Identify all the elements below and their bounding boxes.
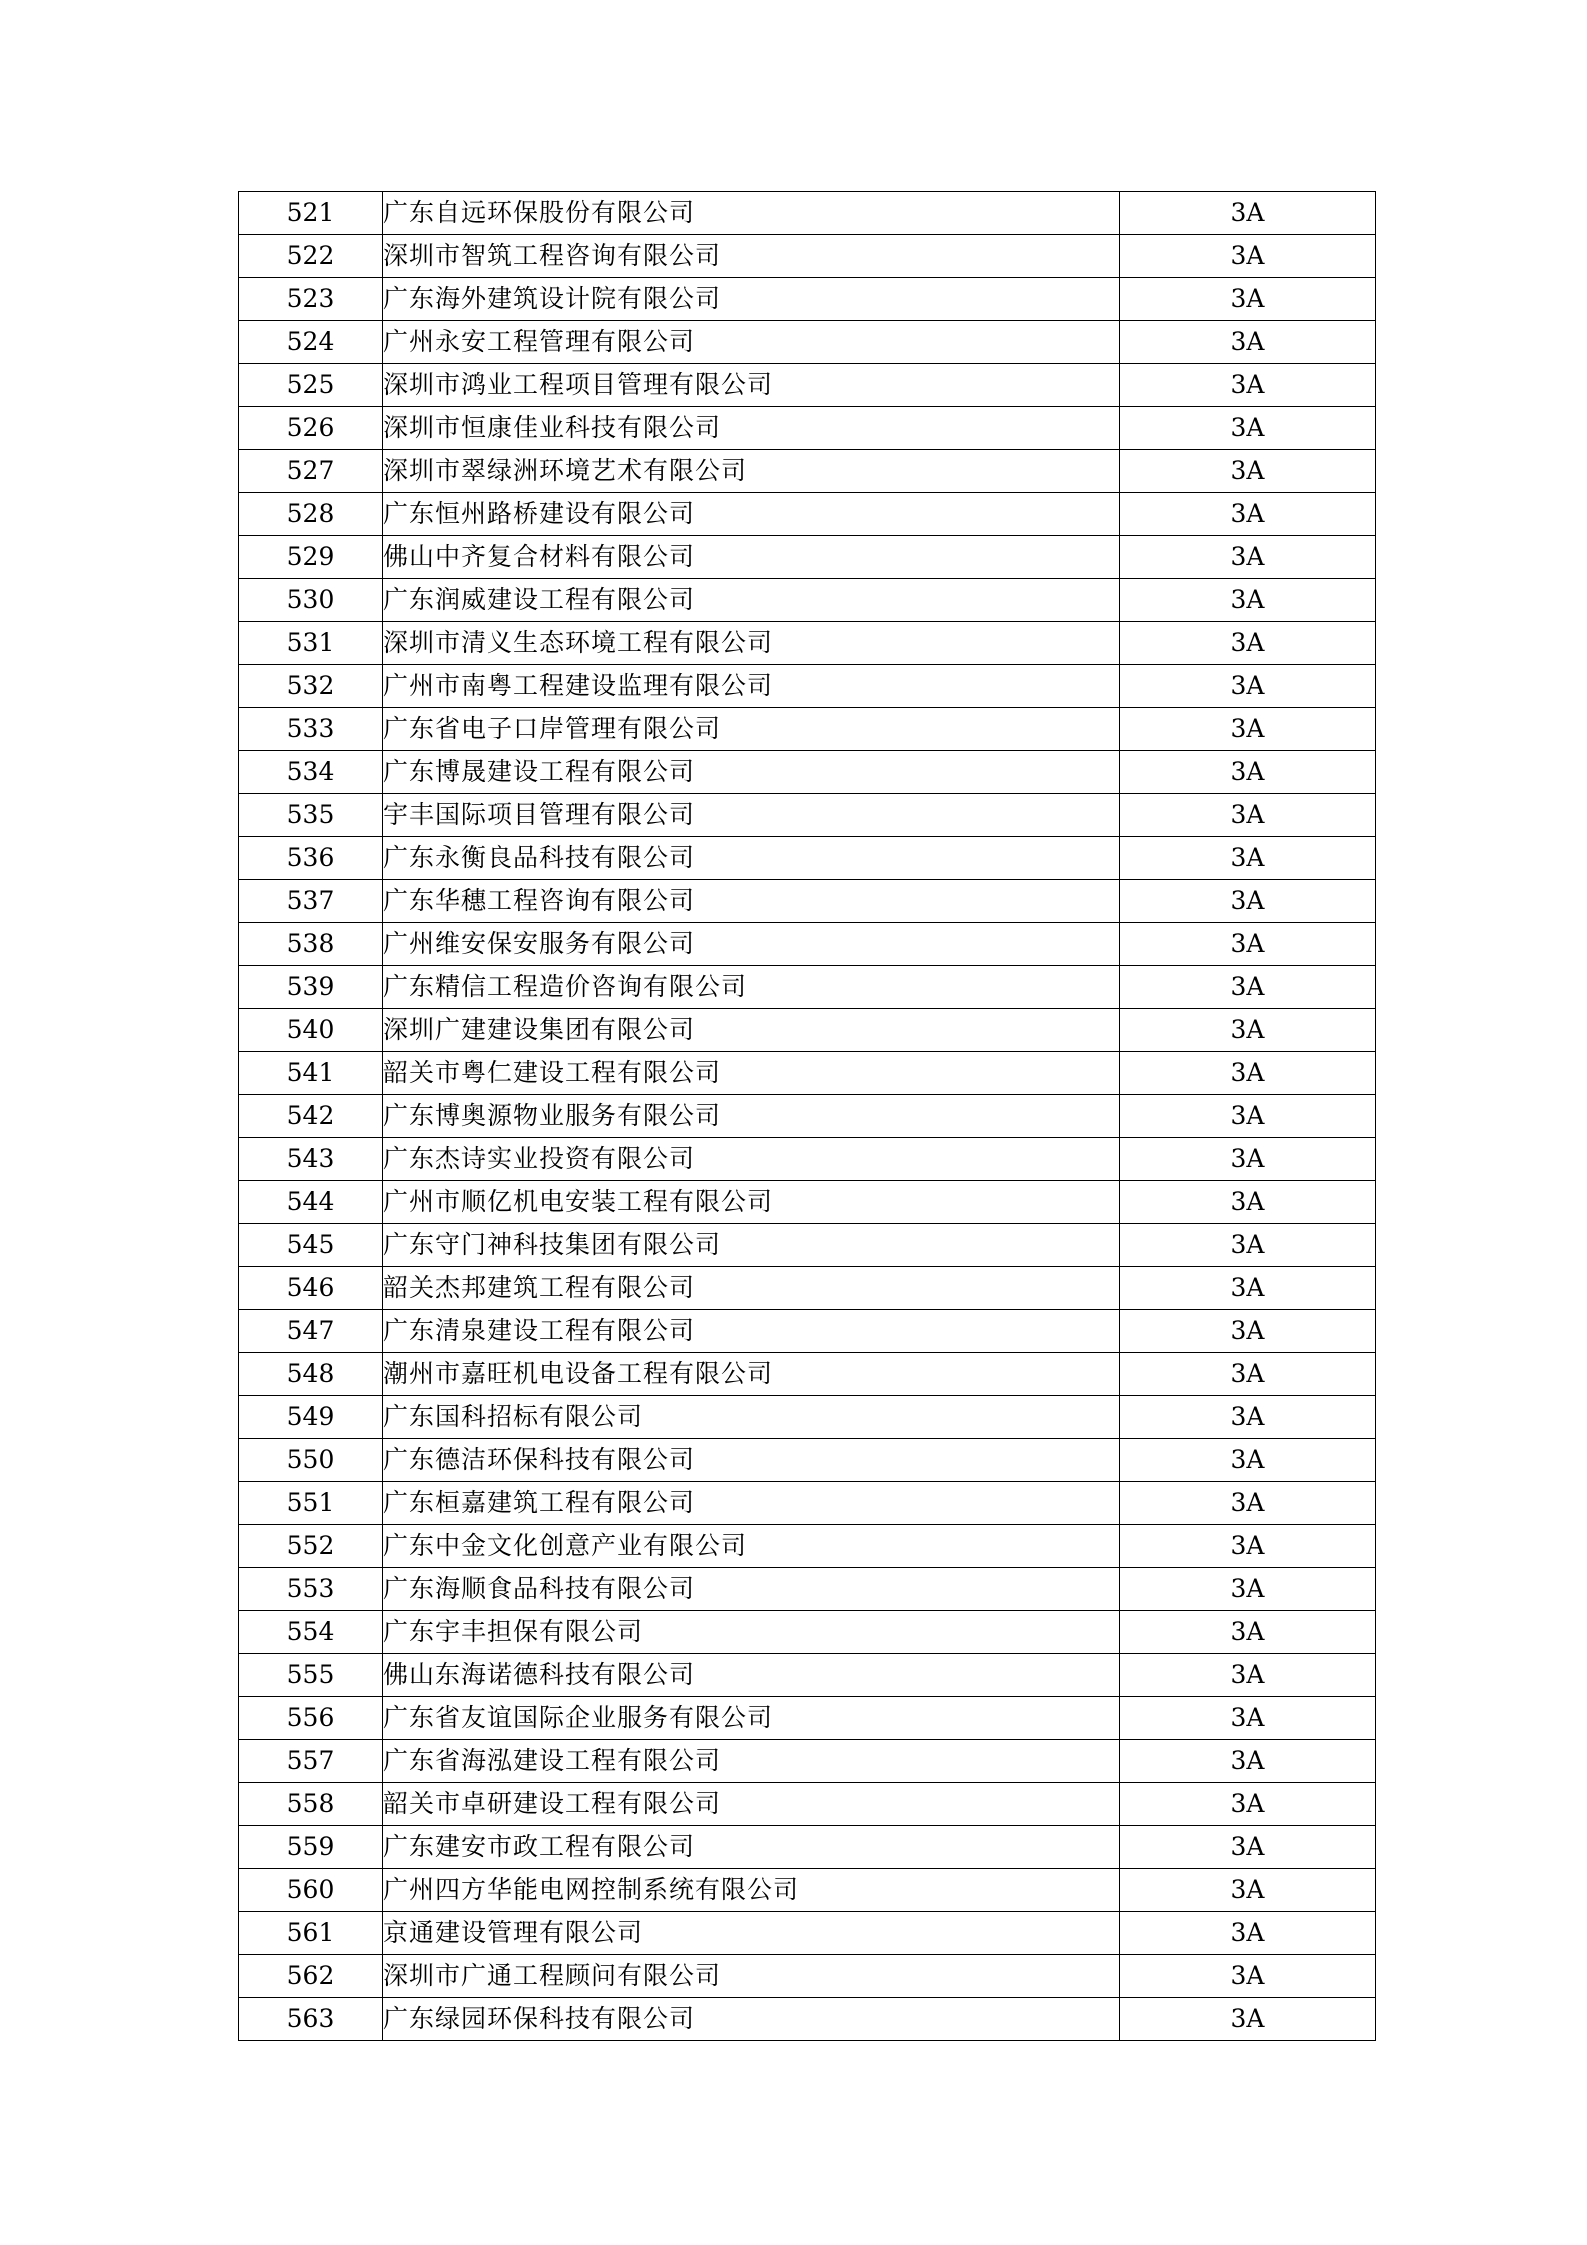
company-name-cell: 广东华穗工程咨询有限公司 xyxy=(383,880,1120,923)
company-name-cell: 广东宇丰担保有限公司 xyxy=(383,1611,1120,1654)
company-name-cell: 广东省友谊国际企业服务有限公司 xyxy=(383,1697,1120,1740)
rating-grade-cell: 3A xyxy=(1120,321,1376,364)
row-number-cell: 532 xyxy=(239,665,383,708)
rating-grade-cell: 3A xyxy=(1120,1869,1376,1912)
company-name-cell: 广州市南粤工程建设监理有限公司 xyxy=(383,665,1120,708)
company-name-cell: 宇丰国际项目管理有限公司 xyxy=(383,794,1120,837)
row-number-cell: 539 xyxy=(239,966,383,1009)
row-number-cell: 550 xyxy=(239,1439,383,1482)
row-number-cell: 548 xyxy=(239,1353,383,1396)
company-name-cell: 广东建安市政工程有限公司 xyxy=(383,1826,1120,1869)
table-row xyxy=(239,536,1376,579)
rating-grade-cell: 3A xyxy=(1120,1998,1376,2041)
rating-grade-cell: 3A xyxy=(1120,751,1376,794)
company-name-cell: 广东守门神科技集团有限公司 xyxy=(383,1224,1120,1267)
company-name-cell: 广东省电子口岸管理有限公司 xyxy=(383,708,1120,751)
company-name-cell: 广州市顺亿机电安装工程有限公司 xyxy=(383,1181,1120,1224)
rating-grade-cell: 3A xyxy=(1120,1052,1376,1095)
table-row xyxy=(239,708,1376,751)
row-number-cell: 557 xyxy=(239,1740,383,1783)
table-row xyxy=(239,1439,1376,1482)
company-name-cell: 深圳市恒康佳业科技有限公司 xyxy=(383,407,1120,450)
table-row xyxy=(239,235,1376,278)
rating-grade-cell: 3A xyxy=(1120,1181,1376,1224)
row-number-cell: 542 xyxy=(239,1095,383,1138)
row-number-cell: 530 xyxy=(239,579,383,622)
table-row xyxy=(239,1955,1376,1998)
rating-grade-cell: 3A xyxy=(1120,1009,1376,1052)
table-row xyxy=(239,966,1376,1009)
row-number-cell: 562 xyxy=(239,1955,383,1998)
table-row xyxy=(239,321,1376,364)
rating-grade-cell: 3A xyxy=(1120,1267,1376,1310)
rating-grade-cell: 3A xyxy=(1120,536,1376,579)
rating-grade-cell: 3A xyxy=(1120,364,1376,407)
row-number-cell: 544 xyxy=(239,1181,383,1224)
row-number-cell: 533 xyxy=(239,708,383,751)
table-body xyxy=(239,192,1376,2041)
rating-grade-cell: 3A xyxy=(1120,1525,1376,1568)
rating-grade-cell: 3A xyxy=(1120,880,1376,923)
row-number-cell: 551 xyxy=(239,1482,383,1525)
table-row xyxy=(239,1654,1376,1697)
table-row xyxy=(239,1826,1376,1869)
row-number-cell: 524 xyxy=(239,321,383,364)
company-name-cell: 广东清泉建设工程有限公司 xyxy=(383,1310,1120,1353)
rating-grade-cell: 3A xyxy=(1120,493,1376,536)
table-row xyxy=(239,1396,1376,1439)
table-row xyxy=(239,622,1376,665)
row-number-cell: 555 xyxy=(239,1654,383,1697)
row-number-cell: 531 xyxy=(239,622,383,665)
table-row xyxy=(239,1740,1376,1783)
rating-grade-cell: 3A xyxy=(1120,1095,1376,1138)
company-name-cell: 广东杰诗实业投资有限公司 xyxy=(383,1138,1120,1181)
table-row xyxy=(239,1052,1376,1095)
row-number-cell: 543 xyxy=(239,1138,383,1181)
table-row xyxy=(239,1138,1376,1181)
table-row xyxy=(239,450,1376,493)
company-name-cell: 广州四方华能电网控制系统有限公司 xyxy=(383,1869,1120,1912)
rating-grade-cell: 3A xyxy=(1120,1353,1376,1396)
table-row xyxy=(239,1267,1376,1310)
rating-grade-cell: 3A xyxy=(1120,837,1376,880)
rating-grade-cell: 3A xyxy=(1120,1783,1376,1826)
company-name-cell: 广东海顺食品科技有限公司 xyxy=(383,1568,1120,1611)
table-row xyxy=(239,1181,1376,1224)
rating-grade-cell: 3A xyxy=(1120,1611,1376,1654)
company-name-cell: 广东桓嘉建筑工程有限公司 xyxy=(383,1482,1120,1525)
row-number-cell: 529 xyxy=(239,536,383,579)
row-number-cell: 545 xyxy=(239,1224,383,1267)
table-row xyxy=(239,1998,1376,2041)
company-name-cell: 广东博奥源物业服务有限公司 xyxy=(383,1095,1120,1138)
table-row xyxy=(239,1869,1376,1912)
row-number-cell: 547 xyxy=(239,1310,383,1353)
rating-grade-cell: 3A xyxy=(1120,1224,1376,1267)
table-row xyxy=(239,1912,1376,1955)
company-name-cell: 广东中金文化创意产业有限公司 xyxy=(383,1525,1120,1568)
table-row xyxy=(239,192,1376,235)
row-number-cell: 554 xyxy=(239,1611,383,1654)
row-number-cell: 523 xyxy=(239,278,383,321)
rating-grade-cell: 3A xyxy=(1120,1568,1376,1611)
rating-grade-cell: 3A xyxy=(1120,966,1376,1009)
row-number-cell: 540 xyxy=(239,1009,383,1052)
row-number-cell: 521 xyxy=(239,192,383,235)
table-row xyxy=(239,1224,1376,1267)
company-name-cell: 深圳市翠绿洲环境艺术有限公司 xyxy=(383,450,1120,493)
table-row xyxy=(239,665,1376,708)
rating-grade-cell: 3A xyxy=(1120,923,1376,966)
row-number-cell: 560 xyxy=(239,1869,383,1912)
table-row xyxy=(239,579,1376,622)
company-name-cell: 广东德洁环保科技有限公司 xyxy=(383,1439,1120,1482)
row-number-cell: 563 xyxy=(239,1998,383,2041)
rating-grade-cell: 3A xyxy=(1120,235,1376,278)
table-row xyxy=(239,794,1376,837)
row-number-cell: 537 xyxy=(239,880,383,923)
company-name-cell: 广东省海泓建设工程有限公司 xyxy=(383,1740,1120,1783)
rating-grade-cell: 3A xyxy=(1120,278,1376,321)
row-number-cell: 561 xyxy=(239,1912,383,1955)
rating-grade-cell: 3A xyxy=(1120,1697,1376,1740)
rating-grade-cell: 3A xyxy=(1120,1826,1376,1869)
row-number-cell: 536 xyxy=(239,837,383,880)
table-row xyxy=(239,1697,1376,1740)
rating-grade-cell: 3A xyxy=(1120,1912,1376,1955)
company-name-cell: 广东海外建筑设计院有限公司 xyxy=(383,278,1120,321)
company-name-cell: 广州维安保安服务有限公司 xyxy=(383,923,1120,966)
company-name-cell: 韶关市卓研建设工程有限公司 xyxy=(383,1783,1120,1826)
rating-grade-cell: 3A xyxy=(1120,407,1376,450)
rating-grade-cell: 3A xyxy=(1120,622,1376,665)
company-name-cell: 深圳广建建设集团有限公司 xyxy=(383,1009,1120,1052)
row-number-cell: 553 xyxy=(239,1568,383,1611)
rating-grade-cell: 3A xyxy=(1120,708,1376,751)
table-row xyxy=(239,1482,1376,1525)
table-row xyxy=(239,364,1376,407)
rating-grade-cell: 3A xyxy=(1120,1654,1376,1697)
row-number-cell: 522 xyxy=(239,235,383,278)
table-row xyxy=(239,1783,1376,1826)
row-number-cell: 535 xyxy=(239,794,383,837)
table-row xyxy=(239,1009,1376,1052)
rating-grade-cell: 3A xyxy=(1120,794,1376,837)
rating-grade-cell: 3A xyxy=(1120,192,1376,235)
company-name-cell: 深圳市智筑工程咨询有限公司 xyxy=(383,235,1120,278)
row-number-cell: 552 xyxy=(239,1525,383,1568)
row-number-cell: 525 xyxy=(239,364,383,407)
company-name-cell: 广东永衡良品科技有限公司 xyxy=(383,837,1120,880)
company-name-cell: 广州永安工程管理有限公司 xyxy=(383,321,1120,364)
company-name-cell: 深圳市广通工程顾问有限公司 xyxy=(383,1955,1120,1998)
company-name-cell: 广东绿园环保科技有限公司 xyxy=(383,1998,1120,2041)
rating-grade-cell: 3A xyxy=(1120,1310,1376,1353)
row-number-cell: 527 xyxy=(239,450,383,493)
row-number-cell: 546 xyxy=(239,1267,383,1310)
row-number-cell: 558 xyxy=(239,1783,383,1826)
company-name-cell: 佛山东海诺德科技有限公司 xyxy=(383,1654,1120,1697)
row-number-cell: 556 xyxy=(239,1697,383,1740)
rating-grade-cell: 3A xyxy=(1120,1138,1376,1181)
company-name-cell: 广东润威建设工程有限公司 xyxy=(383,579,1120,622)
company-name-cell: 京通建设管理有限公司 xyxy=(383,1912,1120,1955)
table-row xyxy=(239,837,1376,880)
row-number-cell: 559 xyxy=(239,1826,383,1869)
company-name-cell: 深圳市清义生态环境工程有限公司 xyxy=(383,622,1120,665)
row-number-cell: 534 xyxy=(239,751,383,794)
row-number-cell: 541 xyxy=(239,1052,383,1095)
rating-grade-cell: 3A xyxy=(1120,450,1376,493)
row-number-cell: 549 xyxy=(239,1396,383,1439)
company-name-cell: 广东国科招标有限公司 xyxy=(383,1396,1120,1439)
table-row xyxy=(239,1611,1376,1654)
table-row xyxy=(239,751,1376,794)
company-name-cell: 广东博晟建设工程有限公司 xyxy=(383,751,1120,794)
rating-grade-cell: 3A xyxy=(1120,1482,1376,1525)
company-name-cell: 韶关市粤仁建设工程有限公司 xyxy=(383,1052,1120,1095)
company-name-cell: 深圳市鸿业工程项目管理有限公司 xyxy=(383,364,1120,407)
rating-grade-cell: 3A xyxy=(1120,1740,1376,1783)
rating-grade-cell: 3A xyxy=(1120,1955,1376,1998)
rating-grade-cell: 3A xyxy=(1120,579,1376,622)
table-row xyxy=(239,1310,1376,1353)
rating-grade-cell: 3A xyxy=(1120,665,1376,708)
company-name-cell: 广东精信工程造价咨询有限公司 xyxy=(383,966,1120,1009)
row-number-cell: 526 xyxy=(239,407,383,450)
table-row xyxy=(239,1095,1376,1138)
table-row xyxy=(239,407,1376,450)
table-row xyxy=(239,923,1376,966)
table-row xyxy=(239,1353,1376,1396)
company-name-cell: 潮州市嘉旺机电设备工程有限公司 xyxy=(383,1353,1120,1396)
row-number-cell: 538 xyxy=(239,923,383,966)
table-row xyxy=(239,493,1376,536)
table-row xyxy=(239,1568,1376,1611)
company-name-cell: 广东自远环保股份有限公司 xyxy=(383,192,1120,235)
credit-rating-table xyxy=(238,191,1376,2041)
company-name-cell: 韶关杰邦建筑工程有限公司 xyxy=(383,1267,1120,1310)
table-row xyxy=(239,880,1376,923)
row-number-cell: 528 xyxy=(239,493,383,536)
company-name-cell: 广东恒州路桥建设有限公司 xyxy=(383,493,1120,536)
table-row xyxy=(239,278,1376,321)
rating-grade-cell: 3A xyxy=(1120,1439,1376,1482)
table-row xyxy=(239,1525,1376,1568)
rating-grade-cell: 3A xyxy=(1120,1396,1376,1439)
company-name-cell: 佛山中齐复合材料有限公司 xyxy=(383,536,1120,579)
